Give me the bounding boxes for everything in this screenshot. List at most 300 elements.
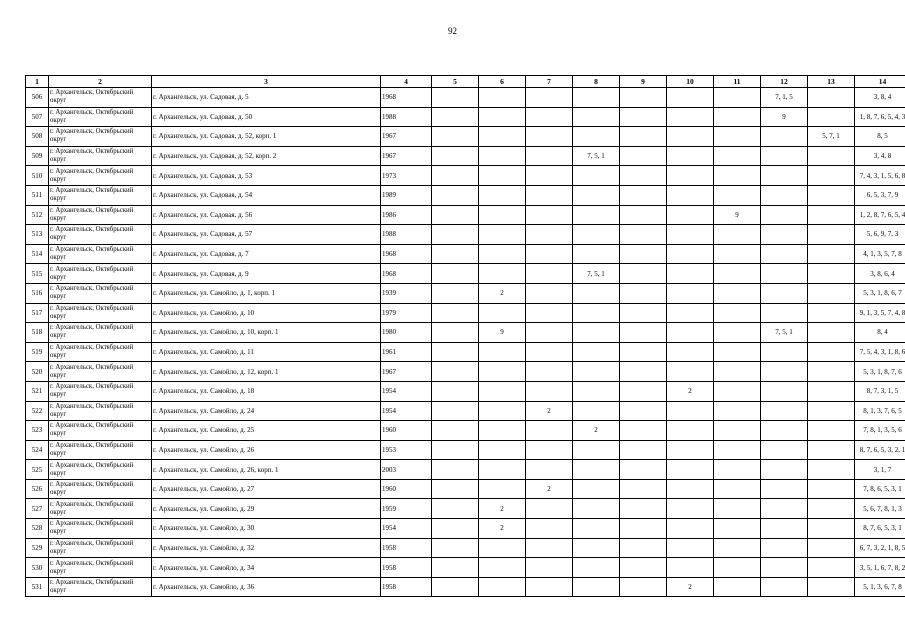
table-row xyxy=(26,283,905,303)
address-cell: г. Архангельск, ул. Садовая, д. 5 xyxy=(152,88,381,108)
row-number-cell: 522 xyxy=(26,401,49,421)
col5-cell xyxy=(432,499,479,519)
district-cell: г. Архангельск, Октябрьский округ xyxy=(49,264,152,284)
year-cell: 1953 xyxy=(381,440,432,460)
col12-cell xyxy=(761,283,808,303)
row-number-cell: 513 xyxy=(26,225,49,245)
column-header: 13 xyxy=(808,76,855,88)
col13-cell xyxy=(808,421,855,441)
col8-cell xyxy=(573,381,620,401)
col10-cell xyxy=(667,127,714,147)
year-cell: 1960 xyxy=(381,421,432,441)
col14-cell: 3, 8, 4 xyxy=(855,88,905,108)
col13-cell xyxy=(808,264,855,284)
col14-cell: 7, 8, 1, 3, 5, 6 xyxy=(855,421,905,441)
col14-cell: 3, 1, 7 xyxy=(855,460,905,480)
district-cell: г. Архангельск, Октябрьский округ xyxy=(49,519,152,539)
col11-cell xyxy=(714,127,761,147)
col9-cell xyxy=(620,401,667,421)
col11-cell xyxy=(714,283,761,303)
col11-cell xyxy=(714,499,761,519)
col12-cell xyxy=(761,244,808,264)
col7-cell xyxy=(526,303,573,323)
col9-cell xyxy=(620,381,667,401)
address-cell: г. Архангельск, ул. Садовая, д. 54 xyxy=(152,185,381,205)
district-cell: г. Архангельск, Октябрьский округ xyxy=(49,342,152,362)
year-cell: 1986 xyxy=(381,205,432,225)
table-row xyxy=(26,440,905,460)
col7-cell xyxy=(526,205,573,225)
col9-cell xyxy=(620,244,667,264)
col7-cell xyxy=(526,225,573,245)
year-cell: 1967 xyxy=(381,127,432,147)
col9-cell xyxy=(620,440,667,460)
col10-cell xyxy=(667,185,714,205)
col9-cell xyxy=(620,185,667,205)
col10-cell xyxy=(667,401,714,421)
district-cell: г. Архангельск, Октябрьский округ xyxy=(49,107,152,127)
address-cell: г. Архангельск, ул. Самойло, д. 24 xyxy=(152,401,381,421)
address-cell: г. Архангельск, ул. Садовая, д. 56 xyxy=(152,205,381,225)
year-cell: 1968 xyxy=(381,88,432,108)
year-cell: 1959 xyxy=(381,499,432,519)
district-cell: г. Архангельск, Октябрьский округ xyxy=(49,166,152,186)
col11-cell xyxy=(714,264,761,284)
col6-cell xyxy=(479,146,526,166)
column-header: 14 xyxy=(855,76,905,88)
year-cell: 1967 xyxy=(381,362,432,382)
col10-cell xyxy=(667,88,714,108)
col8-cell xyxy=(573,185,620,205)
col9-cell xyxy=(620,479,667,499)
col13-cell xyxy=(808,303,855,323)
col5-cell xyxy=(432,577,479,597)
district-cell: г. Архангельск, Октябрьский округ xyxy=(49,558,152,578)
col12-cell xyxy=(761,538,808,558)
col10-cell xyxy=(667,166,714,186)
table-body xyxy=(26,88,905,597)
row-number-cell: 527 xyxy=(26,499,49,519)
col7-cell xyxy=(526,244,573,264)
col8-cell: 7, 5, 1 xyxy=(573,264,620,284)
col5-cell xyxy=(432,381,479,401)
col10-cell: 2 xyxy=(667,381,714,401)
col5-cell xyxy=(432,538,479,558)
col7-cell xyxy=(526,283,573,303)
col14-cell: 8, 7, 3, 1, 5 xyxy=(855,381,905,401)
col9-cell xyxy=(620,342,667,362)
col14-cell: 7, 4, 3, 1, 5, 6, 8 xyxy=(855,166,905,186)
col8-cell xyxy=(573,479,620,499)
col5-cell xyxy=(432,166,479,186)
address-cell: г. Архангельск, ул. Садовая, д. 9 xyxy=(152,264,381,284)
col11-cell xyxy=(714,577,761,597)
col8-cell xyxy=(573,166,620,186)
col8-cell xyxy=(573,519,620,539)
col13-cell xyxy=(808,577,855,597)
col6-cell xyxy=(479,362,526,382)
table-row xyxy=(26,88,905,108)
col10-cell xyxy=(667,283,714,303)
col10-cell xyxy=(667,146,714,166)
district-cell: г. Архангельск, Октябрьский округ xyxy=(49,323,152,343)
col12-cell: 7, 5, 1 xyxy=(761,323,808,343)
col5-cell xyxy=(432,479,479,499)
column-header: 3 xyxy=(152,76,381,88)
year-cell: 1958 xyxy=(381,558,432,578)
year-cell: 1967 xyxy=(381,146,432,166)
year-cell: 1958 xyxy=(381,538,432,558)
col8-cell xyxy=(573,127,620,147)
table-row xyxy=(26,127,905,147)
col9-cell xyxy=(620,225,667,245)
address-cell: г. Архангельск, ул. Самойло, д. 1, корп. 1 xyxy=(152,283,381,303)
table-row xyxy=(26,205,905,225)
col13-cell xyxy=(808,225,855,245)
address-cell: г. Архангельск, ул. Садовая, д. 7 xyxy=(152,244,381,264)
col9-cell xyxy=(620,421,667,441)
col9-cell xyxy=(620,362,667,382)
row-number-cell: 512 xyxy=(26,205,49,225)
table-row xyxy=(26,460,905,480)
col14-cell: 9, 1, 3, 5, 7, 4, 8 xyxy=(855,303,905,323)
col10-cell xyxy=(667,303,714,323)
col10-cell xyxy=(667,421,714,441)
col9-cell xyxy=(620,323,667,343)
table-row xyxy=(26,323,905,343)
column-header: 6 xyxy=(479,76,526,88)
address-cell: г. Архангельск, ул. Садовая, д. 50 xyxy=(152,107,381,127)
col7-cell xyxy=(526,166,573,186)
col8-cell xyxy=(573,440,620,460)
col14-cell: 5, 1, 3, 6, 7, 8 xyxy=(855,577,905,597)
col9-cell xyxy=(620,205,667,225)
col10-cell xyxy=(667,362,714,382)
col8-cell xyxy=(573,538,620,558)
col12-cell xyxy=(761,519,808,539)
col9-cell xyxy=(620,146,667,166)
col10-cell xyxy=(667,479,714,499)
col11-cell xyxy=(714,401,761,421)
col9-cell xyxy=(620,264,667,284)
col8-cell xyxy=(573,303,620,323)
district-cell: г. Архангельск, Октябрьский округ xyxy=(49,460,152,480)
column-header: 1 xyxy=(26,76,49,88)
column-header: 12 xyxy=(761,76,808,88)
year-cell: 1989 xyxy=(381,185,432,205)
col7-cell xyxy=(526,440,573,460)
district-cell: г. Архангельск, Октябрьский округ xyxy=(49,225,152,245)
row-number-cell: 518 xyxy=(26,323,49,343)
year-cell: 1968 xyxy=(381,264,432,284)
address-cell: г. Архангельск, ул. Самойло, д. 27 xyxy=(152,479,381,499)
col5-cell xyxy=(432,519,479,539)
col10-cell xyxy=(667,460,714,480)
address-cell: г. Архангельск, ул. Самойло, д. 26, корп. 1 xyxy=(152,460,381,480)
col14-cell: 1, 2, 8, 7, 6, 5, 4 xyxy=(855,205,905,225)
col10-cell xyxy=(667,107,714,127)
col6-cell xyxy=(479,107,526,127)
year-cell: 1954 xyxy=(381,401,432,421)
col5-cell xyxy=(432,460,479,480)
col7-cell xyxy=(526,381,573,401)
address-cell: г. Архангельск, ул. Самойло, д. 18 xyxy=(152,381,381,401)
col11-cell xyxy=(714,185,761,205)
col6-cell xyxy=(479,303,526,323)
col6-cell: 2 xyxy=(479,499,526,519)
row-number-cell: 516 xyxy=(26,283,49,303)
address-cell: г. Архангельск, ул. Садовая, д. 52, корп. 1 xyxy=(152,127,381,147)
col12-cell xyxy=(761,499,808,519)
column-header: 2 xyxy=(49,76,152,88)
col5-cell xyxy=(432,440,479,460)
col7-cell xyxy=(526,88,573,108)
col9-cell xyxy=(620,558,667,578)
year-cell: 1968 xyxy=(381,244,432,264)
col9-cell xyxy=(620,127,667,147)
district-cell: г. Архангельск, Октябрьский округ xyxy=(49,421,152,441)
col5-cell xyxy=(432,107,479,127)
year-cell: 1958 xyxy=(381,577,432,597)
col5-cell xyxy=(432,342,479,362)
row-number-cell: 510 xyxy=(26,166,49,186)
col11-cell xyxy=(714,381,761,401)
col12-cell xyxy=(761,479,808,499)
col14-cell: 3, 4, 8 xyxy=(855,146,905,166)
col13-cell xyxy=(808,166,855,186)
col6-cell: 2 xyxy=(479,519,526,539)
district-cell: г. Архангельск, Октябрьский округ xyxy=(49,244,152,264)
row-number-cell: 531 xyxy=(26,577,49,597)
col5-cell xyxy=(432,401,479,421)
col14-cell: 8, 1, 3, 7, 6, 5 xyxy=(855,401,905,421)
col13-cell xyxy=(808,519,855,539)
col13-cell xyxy=(808,205,855,225)
col14-cell: 1, 8, 7, 6, 5, 4, 3 xyxy=(855,107,905,127)
col7-cell xyxy=(526,538,573,558)
col7-cell xyxy=(526,577,573,597)
column-header: 4 xyxy=(381,76,432,88)
col14-cell: 3, 5, 1, 6, 7, 8, 2 xyxy=(855,558,905,578)
col13-cell xyxy=(808,88,855,108)
col11-cell xyxy=(714,519,761,539)
col12-cell: 9 xyxy=(761,107,808,127)
col8-cell xyxy=(573,323,620,343)
row-number-cell: 526 xyxy=(26,479,49,499)
col11-cell xyxy=(714,107,761,127)
table-row xyxy=(26,225,905,245)
district-cell: г. Архангельск, Октябрьский округ xyxy=(49,499,152,519)
col8-cell xyxy=(573,577,620,597)
page-number: 92 xyxy=(448,26,457,36)
col6-cell xyxy=(479,558,526,578)
col7-cell xyxy=(526,499,573,519)
col6-cell xyxy=(479,421,526,441)
col6-cell xyxy=(479,538,526,558)
col11-cell: 9 xyxy=(714,205,761,225)
col8-cell: 7, 5, 1 xyxy=(573,146,620,166)
table-row xyxy=(26,244,905,264)
col5-cell xyxy=(432,264,479,284)
col13-cell xyxy=(808,146,855,166)
col13-cell xyxy=(808,244,855,264)
district-cell: г. Архангельск, Октябрьский округ xyxy=(49,577,152,597)
col8-cell xyxy=(573,205,620,225)
address-cell: г. Архангельск, ул. Садовая, д. 53 xyxy=(152,166,381,186)
col12-cell xyxy=(761,460,808,480)
col14-cell: 5, 6, 7, 8, 1, 3 xyxy=(855,499,905,519)
address-cell: г. Архангельск, ул. Самойло, д. 26 xyxy=(152,440,381,460)
col12-cell xyxy=(761,440,808,460)
district-cell: г. Архангельск, Октябрьский округ xyxy=(49,88,152,108)
col7-cell xyxy=(526,342,573,362)
col8-cell xyxy=(573,244,620,264)
table-row xyxy=(26,362,905,382)
col6-cell xyxy=(479,479,526,499)
row-number-cell: 509 xyxy=(26,146,49,166)
col14-cell: 6, 7, 3, 2, 1, 8, 5 xyxy=(855,538,905,558)
col11-cell xyxy=(714,421,761,441)
col11-cell xyxy=(714,303,761,323)
col13-cell xyxy=(808,538,855,558)
col11-cell xyxy=(714,166,761,186)
col12-cell xyxy=(761,558,808,578)
col14-cell: 8, 4 xyxy=(855,323,905,343)
col10-cell xyxy=(667,558,714,578)
table-row xyxy=(26,519,905,539)
district-cell: г. Архангельск, Октябрьский округ xyxy=(49,146,152,166)
row-number-cell: 520 xyxy=(26,362,49,382)
address-cell: г. Архангельск, ул. Самойло, д. 12, корп. 1 xyxy=(152,362,381,382)
col8-cell xyxy=(573,401,620,421)
table-row xyxy=(26,401,905,421)
col8-cell xyxy=(573,88,620,108)
year-cell: 1960 xyxy=(381,479,432,499)
district-cell: г. Архангельск, Октябрьский округ xyxy=(49,127,152,147)
table-row xyxy=(26,479,905,499)
col7-cell xyxy=(526,460,573,480)
year-cell: 1961 xyxy=(381,342,432,362)
col12-cell xyxy=(761,577,808,597)
row-number-cell: 530 xyxy=(26,558,49,578)
table-row xyxy=(26,185,905,205)
col11-cell xyxy=(714,342,761,362)
col5-cell xyxy=(432,303,479,323)
col6-cell xyxy=(479,577,526,597)
col13-cell xyxy=(808,381,855,401)
col13-cell xyxy=(808,401,855,421)
col5-cell xyxy=(432,362,479,382)
col12-cell xyxy=(761,342,808,362)
col13-cell xyxy=(808,362,855,382)
col12-cell xyxy=(761,362,808,382)
col13-cell xyxy=(808,283,855,303)
address-cell: г. Архангельск, ул. Самойло, д. 25 xyxy=(152,421,381,441)
col9-cell xyxy=(620,538,667,558)
col6-cell xyxy=(479,127,526,147)
address-cell: г. Архангельск, ул. Самойло, д. 32 xyxy=(152,538,381,558)
col6-cell xyxy=(479,244,526,264)
row-number-cell: 524 xyxy=(26,440,49,460)
address-cell: г. Архангельск, ул. Самойло, д. 30 xyxy=(152,519,381,539)
col9-cell xyxy=(620,283,667,303)
table-row xyxy=(26,107,905,127)
col9-cell xyxy=(620,577,667,597)
row-number-cell: 525 xyxy=(26,460,49,480)
district-cell: г. Архангельск, Октябрьский округ xyxy=(49,538,152,558)
col13-cell xyxy=(808,323,855,343)
year-cell: 1973 xyxy=(381,166,432,186)
col10-cell xyxy=(667,205,714,225)
address-cell: г. Архангельск, ул. Садовая, д. 52, корп. 2 xyxy=(152,146,381,166)
row-number-cell: 515 xyxy=(26,264,49,284)
year-cell: 1979 xyxy=(381,303,432,323)
col12-cell xyxy=(761,401,808,421)
col13-cell xyxy=(808,460,855,480)
col6-cell xyxy=(479,185,526,205)
header-row xyxy=(26,76,905,88)
col11-cell xyxy=(714,225,761,245)
col7-cell xyxy=(526,558,573,578)
address-cell: г. Архангельск, ул. Самойло, д. 36 xyxy=(152,577,381,597)
col11-cell xyxy=(714,362,761,382)
col11-cell xyxy=(714,88,761,108)
district-cell: г. Архангельск, Октябрьский округ xyxy=(49,283,152,303)
col5-cell xyxy=(432,205,479,225)
col5-cell xyxy=(432,225,479,245)
col11-cell xyxy=(714,146,761,166)
col5-cell xyxy=(432,283,479,303)
col13-cell xyxy=(808,479,855,499)
col8-cell xyxy=(573,342,620,362)
col6-cell xyxy=(479,205,526,225)
col12-cell xyxy=(761,225,808,245)
row-number-cell: 521 xyxy=(26,381,49,401)
col12-cell xyxy=(761,381,808,401)
col12-cell xyxy=(761,127,808,147)
col14-cell: 6, 5, 3, 7, 9 xyxy=(855,185,905,205)
col7-cell: 2 xyxy=(526,401,573,421)
col8-cell xyxy=(573,225,620,245)
col7-cell xyxy=(526,421,573,441)
column-header: 11 xyxy=(714,76,761,88)
col5-cell xyxy=(432,323,479,343)
col10-cell xyxy=(667,225,714,245)
column-header: 9 xyxy=(620,76,667,88)
col9-cell xyxy=(620,519,667,539)
col6-cell xyxy=(479,401,526,421)
col6-cell xyxy=(479,225,526,245)
col9-cell xyxy=(620,303,667,323)
col10-cell xyxy=(667,323,714,343)
table-row xyxy=(26,166,905,186)
col14-cell: 5, 3, 1, 8, 7, 6 xyxy=(855,362,905,382)
column-header: 7 xyxy=(526,76,573,88)
col5-cell xyxy=(432,146,479,166)
table-row xyxy=(26,342,905,362)
col11-cell xyxy=(714,244,761,264)
col11-cell xyxy=(714,558,761,578)
col12-cell xyxy=(761,185,808,205)
col7-cell xyxy=(526,107,573,127)
year-cell: 1980 xyxy=(381,323,432,343)
col7-cell xyxy=(526,362,573,382)
row-number-cell: 523 xyxy=(26,421,49,441)
year-cell: 1954 xyxy=(381,381,432,401)
col14-cell: 4, 1, 3, 5, 7, 8 xyxy=(855,244,905,264)
col10-cell xyxy=(667,244,714,264)
district-cell: г. Архангельск, Октябрьский округ xyxy=(49,401,152,421)
